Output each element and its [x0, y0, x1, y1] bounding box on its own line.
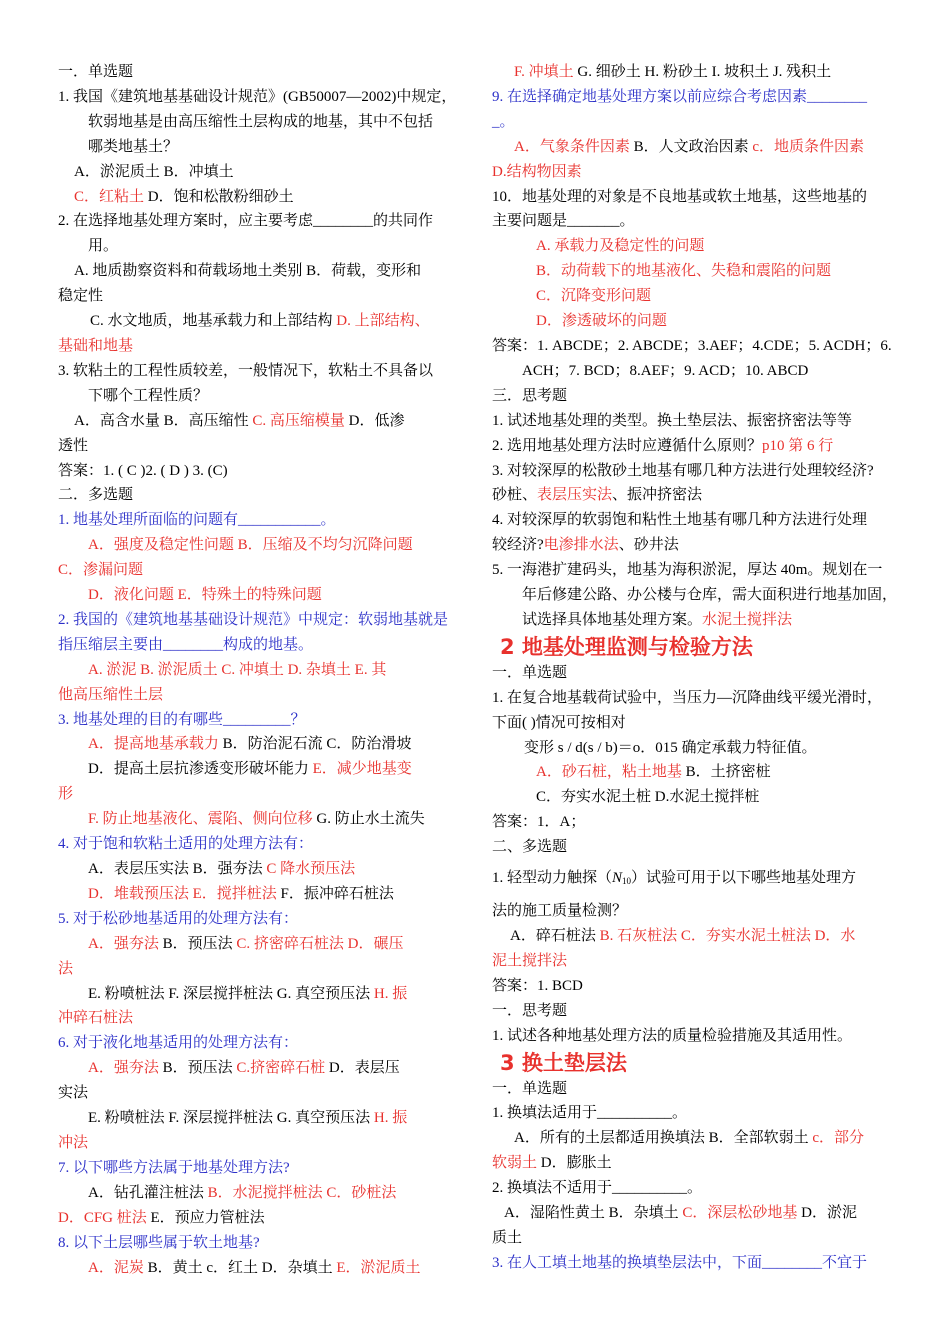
text-line	[492, 259, 896, 284]
text-run: A．砂石桩，粘土地基	[536, 764, 682, 781]
text-run: 一．单选题	[492, 1080, 568, 1097]
text-line	[58, 757, 460, 782]
text-line	[492, 185, 896, 210]
text-line	[492, 583, 896, 608]
text-run: G. 细砂土 H. 粉砂土 I. 坡积土 J. 残积土	[573, 64, 832, 80]
text-run: 5. 对于松砂地基适用的处理方法有：	[58, 910, 299, 927]
text-line	[58, 982, 460, 1007]
text-line	[492, 85, 896, 110]
text-line	[58, 907, 460, 932]
text-run: 2. 换填法不适用于__________。	[492, 1180, 703, 1197]
text-run: 表层压实法	[537, 487, 613, 504]
text-run: B．预压法	[158, 1060, 237, 1077]
text-run: 1. 在复合地基载荷试验中，当压力—沉降曲线平缓光滑时，	[492, 689, 883, 706]
text-line	[492, 384, 896, 409]
text-run: C. 高压缩模量	[252, 412, 345, 429]
text-line	[492, 60, 896, 85]
text-run: 10	[622, 876, 632, 887]
text-line	[58, 882, 460, 907]
text-run: A．表层压实法 B．强夯法	[88, 861, 267, 877]
text-run: C. 水文地质，地基承载力和上部结构	[90, 313, 337, 330]
text-run: 冲法	[58, 1134, 89, 1151]
text-run: 法	[58, 960, 74, 977]
text-line	[58, 708, 460, 733]
text-run: 答案：1. BCD	[492, 977, 583, 994]
text-line	[58, 1006, 460, 1031]
text-run: 法的施工质量检测？	[492, 903, 628, 920]
text-run: 3 换土垫层法	[500, 1050, 627, 1075]
text-run: 基础和地基	[58, 337, 134, 354]
text-run: B．预压法	[158, 935, 237, 952]
text-run: 4. 对于饱和软粘土适用的处理方法有：	[58, 836, 314, 853]
text-line	[58, 185, 460, 210]
text-run: E. 粉喷桩法 F. 深层搅拌桩法 G. 真空预压法	[88, 985, 374, 1002]
text-run: 6. 对于液化地基适用的处理方法有：	[58, 1035, 299, 1052]
text-run: A. 承载力及稳定性的问题	[536, 238, 705, 255]
text-run: D．堆载预压法 E．搅拌桩法	[88, 885, 277, 902]
text-run: 主要问题是_______。	[492, 213, 635, 230]
text-run: _。	[492, 113, 515, 130]
text-run: H. 振	[373, 985, 408, 1002]
text-line	[58, 633, 460, 658]
text-line	[492, 234, 896, 259]
text-run: 、振冲挤密法	[612, 487, 703, 504]
text-run: 2. 选用地基处理方法时应遵循什么原则？	[492, 437, 763, 454]
text-line	[492, 1151, 896, 1176]
text-run: C.挤密碎石桩	[236, 1060, 326, 1077]
text-run: 水泥土搅拌法	[702, 611, 793, 628]
text-line	[492, 810, 896, 835]
text-run: 3. 对较深厚的松散砂土地基有哪几种方法进行处理较经济?	[492, 462, 874, 479]
section-heading	[492, 633, 896, 661]
text-line	[492, 711, 896, 736]
text-run: 三．思考题	[492, 387, 568, 404]
text-line	[492, 459, 896, 484]
text-line	[58, 60, 460, 85]
right-column	[492, 60, 896, 1276]
text-run: F．振冲碎石桩法	[276, 885, 394, 902]
text-run: 10．地基处理的对象是不良地基或软土地基，这些地基的	[492, 188, 868, 205]
text-run: 1. 我国《建筑地基基础设计规范》(GB50007—2002)中规定，	[58, 88, 457, 105]
text-line	[58, 384, 460, 409]
text-line	[492, 974, 896, 999]
text-line	[58, 832, 460, 857]
text-run: H. 振	[373, 1110, 408, 1127]
text-run: 二．多选题	[58, 487, 134, 504]
text-run: A．强夯法	[88, 1060, 159, 1077]
text-line	[492, 1101, 896, 1126]
text-line	[58, 732, 460, 757]
text-run: 1. 地基处理所面临的问题有___________。	[58, 512, 336, 529]
text-run: A．高含水量 B．高压缩性	[74, 412, 253, 429]
text-run: 较经济?	[492, 537, 544, 554]
text-run: 1. 轻型动力触探（	[492, 870, 613, 887]
text-line	[58, 1156, 460, 1181]
text-run: 答案：1. ABCDE；2. ABCDE；3.AEF；4.CDE；5. ACDH；6.	[492, 337, 892, 354]
text-run: 1. 换填法适用于__________。	[492, 1105, 688, 1122]
text-line	[492, 1077, 896, 1102]
text-run: A. 淤泥 B. 淤泥质土 C. 冲填土 D. 杂填土 E. 其	[88, 661, 387, 678]
text-line	[58, 1081, 460, 1106]
text-run: 实法	[58, 1085, 89, 1102]
text-run: A．碎石桩法	[510, 928, 600, 944]
text-run: E．预应力管桩法	[146, 1209, 265, 1226]
text-run: 哪类地基土？	[88, 138, 179, 155]
text-run: B．防治泥石流 C．防治滑坡	[218, 736, 412, 753]
text-run: 他高压缩性土层	[58, 686, 164, 703]
text-run: F. 防止地基液化、震陷、侧向位移	[88, 811, 313, 828]
text-run: p10 第 6 行	[762, 437, 834, 454]
text-line	[492, 434, 896, 459]
text-run: 8. 以下土层哪些属于软土地基?	[58, 1234, 260, 1251]
text-line	[492, 924, 896, 949]
text-run: 稳定性	[58, 288, 104, 305]
text-run: D. 上部结构、	[336, 313, 430, 330]
text-line	[58, 434, 460, 459]
text-line	[58, 284, 460, 309]
text-line	[58, 1031, 460, 1056]
text-run: D．CFG 桩法	[58, 1209, 147, 1226]
text-run: 一．思考题	[492, 1002, 568, 1019]
text-line	[492, 835, 896, 860]
text-run: B. 石灰桩法 C．夯实水泥土桩法 D．水	[599, 928, 856, 944]
text-run: ）试验可用于以下哪些地基处理方	[631, 870, 857, 887]
text-line	[492, 949, 896, 974]
text-line	[492, 135, 896, 160]
text-run: 砂桩、	[492, 487, 538, 504]
text-run: C 降水预压法	[266, 861, 356, 877]
text-line	[492, 110, 896, 135]
text-run: 2. 在选择地基处理方案时，应主要考虑________的共同作	[58, 213, 434, 230]
text-run: 一．单选题	[58, 64, 134, 80]
text-line	[58, 1056, 460, 1081]
text-run: 3. 软粘土的工程性质较差，一般情况下，软粘土不具备以	[58, 362, 434, 379]
text-run: A．强度及稳定性问题 B．压缩及不均匀沉降问题	[88, 537, 413, 554]
text-line	[492, 760, 896, 785]
text-line	[492, 334, 896, 359]
text-line	[492, 661, 896, 686]
text-run: C．沉降变形问题	[536, 288, 652, 305]
text-line	[58, 658, 460, 683]
text-line	[58, 508, 460, 533]
text-run: E．减少地基变	[312, 761, 412, 778]
text-line	[492, 1201, 896, 1226]
text-run: 电渗排水法	[543, 537, 619, 554]
text-run: D．低渗	[344, 412, 405, 429]
text-line	[492, 558, 896, 583]
text-line	[58, 683, 460, 708]
text-run: ACH；7. BCD；8.AEF；9. ACD；10. ABCD	[522, 362, 809, 379]
text-line	[58, 1206, 460, 1231]
text-line	[492, 860, 896, 899]
text-run: 答案：1. ( C )2. ( D ) 3. (C)	[58, 462, 228, 479]
text-run: D．淤泥	[797, 1205, 857, 1222]
text-run: B．水泥搅拌桩法 C．砂桩法	[207, 1184, 397, 1201]
text-run: F. 冲填土	[514, 64, 574, 80]
text-line	[492, 1251, 896, 1276]
text-line	[492, 1126, 896, 1151]
text-run: A．所有的土层都适用换填法 B．全部软弱土	[514, 1130, 813, 1147]
text-run: D．液化问题 E．特殊土的特殊问题	[88, 587, 322, 604]
left-column	[58, 60, 460, 1280]
text-run: 3. 在人工填土地基的换填垫层法中，下面________不宜于	[492, 1254, 868, 1271]
text-line	[58, 957, 460, 982]
text-line	[58, 932, 460, 957]
text-run: 下面( )情况可按相对	[492, 714, 626, 731]
text-run: A．强夯法	[88, 935, 159, 952]
text-run: B．人文政治因素	[629, 138, 753, 155]
text-run: 4. 对较深厚的软弱饱和粘性土地基有哪几种方法进行处理	[492, 512, 868, 529]
text-run: 用。	[88, 238, 119, 255]
text-run: c．部分	[812, 1130, 865, 1147]
text-run: 下哪个工程性质？	[88, 387, 209, 404]
text-run: D．渗透破坏的问题	[536, 313, 667, 330]
text-line	[492, 899, 896, 924]
text-line	[58, 259, 460, 284]
text-line	[492, 160, 896, 185]
text-run: 软弱地基是由高压缩性土层构成的地基，其中不包括	[88, 113, 434, 130]
text-run: 软弱土	[492, 1155, 538, 1172]
text-line	[492, 785, 896, 810]
text-run: 质土	[492, 1229, 523, 1246]
text-run: A．钻孔灌注桩法	[88, 1184, 208, 1201]
text-run: E．淤泥质土	[336, 1259, 421, 1276]
text-line	[492, 736, 896, 761]
text-line	[58, 160, 460, 185]
text-line	[58, 807, 460, 832]
text-run: 一．单选题	[492, 664, 568, 681]
text-run: C．渗漏问题	[58, 562, 144, 579]
text-run: 7. 以下哪些方法属于地基处理方法?	[58, 1159, 290, 1176]
text-line	[58, 459, 460, 484]
text-line	[58, 1106, 460, 1131]
text-run: A. 地质勘察资料和荷载场地土类别 B．荷载，变形和	[74, 263, 422, 280]
text-line	[58, 1181, 460, 1206]
text-line	[492, 686, 896, 711]
text-line	[58, 409, 460, 434]
text-run: B．动荷载下的地基液化、失稳和震陷的问题	[536, 263, 832, 280]
text-run: c．地质条件因素	[752, 138, 865, 155]
text-run: D．膨胀土	[537, 1155, 612, 1172]
text-line	[58, 1231, 460, 1256]
text-run: 1. 试述地基处理的类型。换土垫层法、振密挤密法等等	[492, 412, 853, 429]
text-line	[58, 483, 460, 508]
text-run: 泥土搅拌法	[492, 952, 568, 969]
text-run: D．饱和松散粉细砂土	[144, 188, 294, 205]
text-line	[58, 135, 460, 160]
text-run: 透性	[58, 437, 89, 454]
text-line	[58, 583, 460, 608]
text-run: 1. 试述各种地基处理方法的质量检验措施及其适用性。	[492, 1027, 853, 1044]
text-line	[58, 558, 460, 583]
text-line	[492, 999, 896, 1024]
text-line	[492, 209, 896, 234]
text-line	[492, 483, 896, 508]
text-line	[492, 1024, 896, 1049]
text-run: C．红粘土	[74, 188, 145, 205]
text-line	[58, 309, 460, 334]
text-run: A．气象条件因素	[514, 138, 630, 155]
text-line	[492, 284, 896, 309]
text-run: C．深层松砂地基	[682, 1205, 798, 1222]
text-run: 9. 在选择确定地基处理方案以前应综合考虑因素________	[492, 88, 868, 105]
text-run: 3. 地基处理的目的有哪些_________？	[58, 711, 306, 728]
text-line	[492, 409, 896, 434]
text-run: 冲碎石桩法	[58, 1010, 134, 1027]
text-run: D.结构物因素	[492, 163, 582, 180]
text-run: B．土挤密桩	[681, 764, 771, 781]
text-line	[58, 1256, 460, 1281]
text-run: 2 地基处理监测与检验方法	[500, 634, 753, 659]
text-run: 5. 一海港扩建码头，地基为海积淤泥，厚达 40m。规划在一	[492, 562, 883, 579]
text-run: D．提高土层抗渗透变形破坏能力	[88, 761, 313, 778]
text-run: 形	[58, 786, 74, 803]
text-run: 指压缩层主要由________构成的地基。	[58, 636, 314, 653]
text-line	[492, 1226, 896, 1251]
text-line	[58, 608, 460, 633]
text-run: 2. 我国的《建筑地基基础设计规范》中规定：软弱地基就是	[58, 611, 449, 628]
text-line	[492, 309, 896, 334]
text-line	[492, 608, 896, 633]
text-line	[492, 1176, 896, 1201]
text-line	[58, 209, 460, 234]
text-run: A．湿陷性黄土 B．杂填土	[504, 1205, 683, 1222]
text-run: 、砂井法	[618, 537, 679, 554]
text-line	[58, 334, 460, 359]
text-run: N	[612, 870, 623, 887]
text-run: C．夯实水泥土桩 D.水泥土搅拌桩	[536, 789, 760, 806]
text-run: 试选择具体地基处理方案。	[522, 611, 703, 628]
text-run: A．提高地基承载力	[88, 736, 219, 753]
text-run: G. 防止水土流失	[312, 811, 425, 828]
text-run: B．黄土 c．红土 D．杂填土	[143, 1259, 337, 1276]
text-line	[492, 508, 896, 533]
text-run: D．表层压	[325, 1060, 400, 1077]
text-line	[58, 85, 460, 110]
text-run: 变形 s / d(s / b)＝o．015 确定承载力特征值。	[524, 739, 817, 756]
text-run: A．泥炭	[88, 1259, 144, 1276]
text-line	[58, 110, 460, 135]
text-line	[58, 1131, 460, 1156]
text-line	[58, 234, 460, 259]
text-line	[492, 533, 896, 558]
text-run: C. 挤密碎石桩法 D．碾压	[236, 935, 404, 952]
text-line	[58, 533, 460, 558]
text-run: 年后修建公路、办公楼与仓库，需大面积进行地基加固，	[522, 587, 898, 604]
text-run: A．淤泥质土 B．冲填土	[74, 163, 234, 180]
text-run: 二、多选题	[492, 839, 568, 856]
text-run: E. 粉喷桩法 F. 深层搅拌桩法 G. 真空预压法	[88, 1110, 374, 1127]
text-line	[58, 782, 460, 807]
text-run: 答案：1．A；	[492, 814, 586, 831]
text-line	[58, 857, 460, 882]
text-line	[492, 359, 896, 384]
section-heading	[492, 1049, 896, 1077]
text-line	[58, 359, 460, 384]
